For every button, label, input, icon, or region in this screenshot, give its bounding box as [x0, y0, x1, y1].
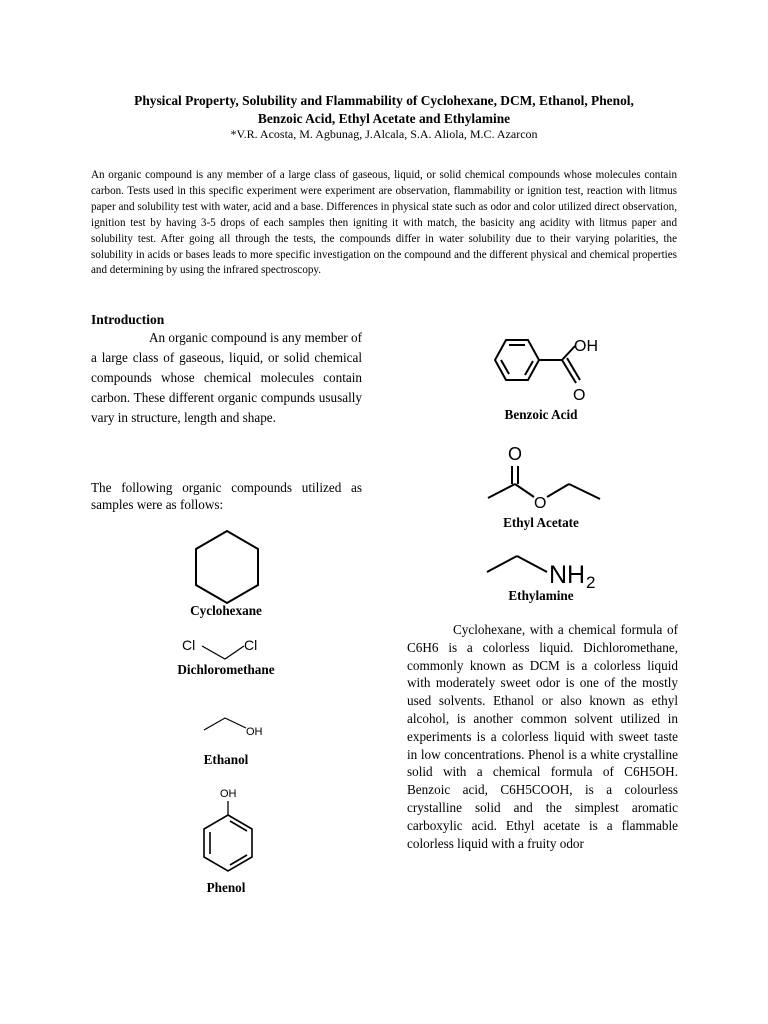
ethanol-caption: Ethanol: [203, 752, 249, 767]
ethyl-acetate-carbonyl-o-label: O: [508, 444, 523, 464]
cyclohexane-structure: [192, 528, 262, 606]
ethyl-acetate-caption: Ethyl Acetate: [503, 515, 579, 530]
title-line-1: Physical Property, Solubility and Flammability of Cyclohexane, DCM, Ethanol, Phenol,: [134, 93, 634, 108]
abstract: An organic compound is any member of a large class of gaseous, liquid, or solid chemical compounds whose molecules contain carbon. Tests used in this specific experiment were experiment are observation, flammability or ignition test, reaction with litmus paper and solubility test with water, acid and a base. Differences in physical state such as odor and color utilized direct observation, ignition test by having 3-5 drops of each samples then igniting it with match, the basicity ang acidity with litmus paper and solubility test. After going all through the tests, the compounds differ in water solubility due to their varying polarities, the solubility in acids or bases leads to more specific investigation on the compound and the different physical and chemical properties and determining by using the infrared spectroscopy.: [91, 169, 677, 277]
compound-description: Cyclohexane, with a chemical formula of C6H6 is a colorless liquid. Dichloromethane, commonly known as DCM is a colorless liquid with moderately sweet odor is one of the mostly used solvents. Ethanol or also known as ethyl alcohol, is another common solvent utilized in experiments is a colorless liquid with sweet taste in low concentrations. Phenol is a white crystalline solid with a chemical formula of C6H5OH. Benzoic acid, C6H5COOH, is a colourless crystalline solid and the simplest aromatic carboxylic acid. Ethyl acetate is a flammable colorless liquid with a fruity odor: [407, 622, 678, 851]
benzoic-acid-structure: [484, 333, 606, 403]
dcm-cl-left-label: Cl: [182, 637, 196, 653]
dichloromethane-caption: Dichloromethane: [177, 662, 275, 677]
phenol-oh-label: OH: [220, 788, 237, 800]
authors: *V.R. Acosta, M. Agbunag, J.Alcala, S.A. Aliola, M.C. Azarcon: [230, 127, 538, 141]
dcm-cl-right-label: Cl: [244, 637, 258, 653]
phenol-caption: Phenol: [206, 880, 246, 895]
introduction-heading: Introduction: [91, 312, 165, 327]
introduction-body: An organic compound is any member of a large class of gaseous, liquid, or solid chemical compounds whose chemical molecules contain carbon. These different organic compunds ususally vary in structure, length and shape.: [91, 330, 362, 425]
dichloromethane-structure: [180, 633, 270, 663]
ethanol-oh-label: OH: [246, 726, 263, 738]
ethylamine-nh-label: NH: [549, 561, 586, 589]
ethanol-structure: [202, 706, 272, 740]
ethylamine-caption: Ethylamine: [508, 588, 574, 603]
phenol-structure: [196, 785, 260, 881]
ethylamine-subscript-label: 2: [586, 573, 596, 592]
ethylamine-structure: [485, 546, 609, 590]
benzoic-o-label: O: [573, 387, 586, 404]
title-line-2: Benzoic Acid, Ethyl Acetate and Ethylamine: [257, 111, 511, 126]
cyclohexane-caption: Cyclohexane: [190, 603, 262, 618]
benzoic-acid-caption: Benzoic Acid: [504, 407, 578, 422]
paper-title: [70, 92, 698, 128]
ethyl-acetate-structure: [484, 442, 606, 514]
benzoic-oh-label: OH: [574, 338, 598, 355]
ethyl-acetate-ester-o-label: O: [534, 495, 547, 512]
samples-intro-text: The following organic compounds utilized as samples were as follows:: [91, 480, 362, 512]
